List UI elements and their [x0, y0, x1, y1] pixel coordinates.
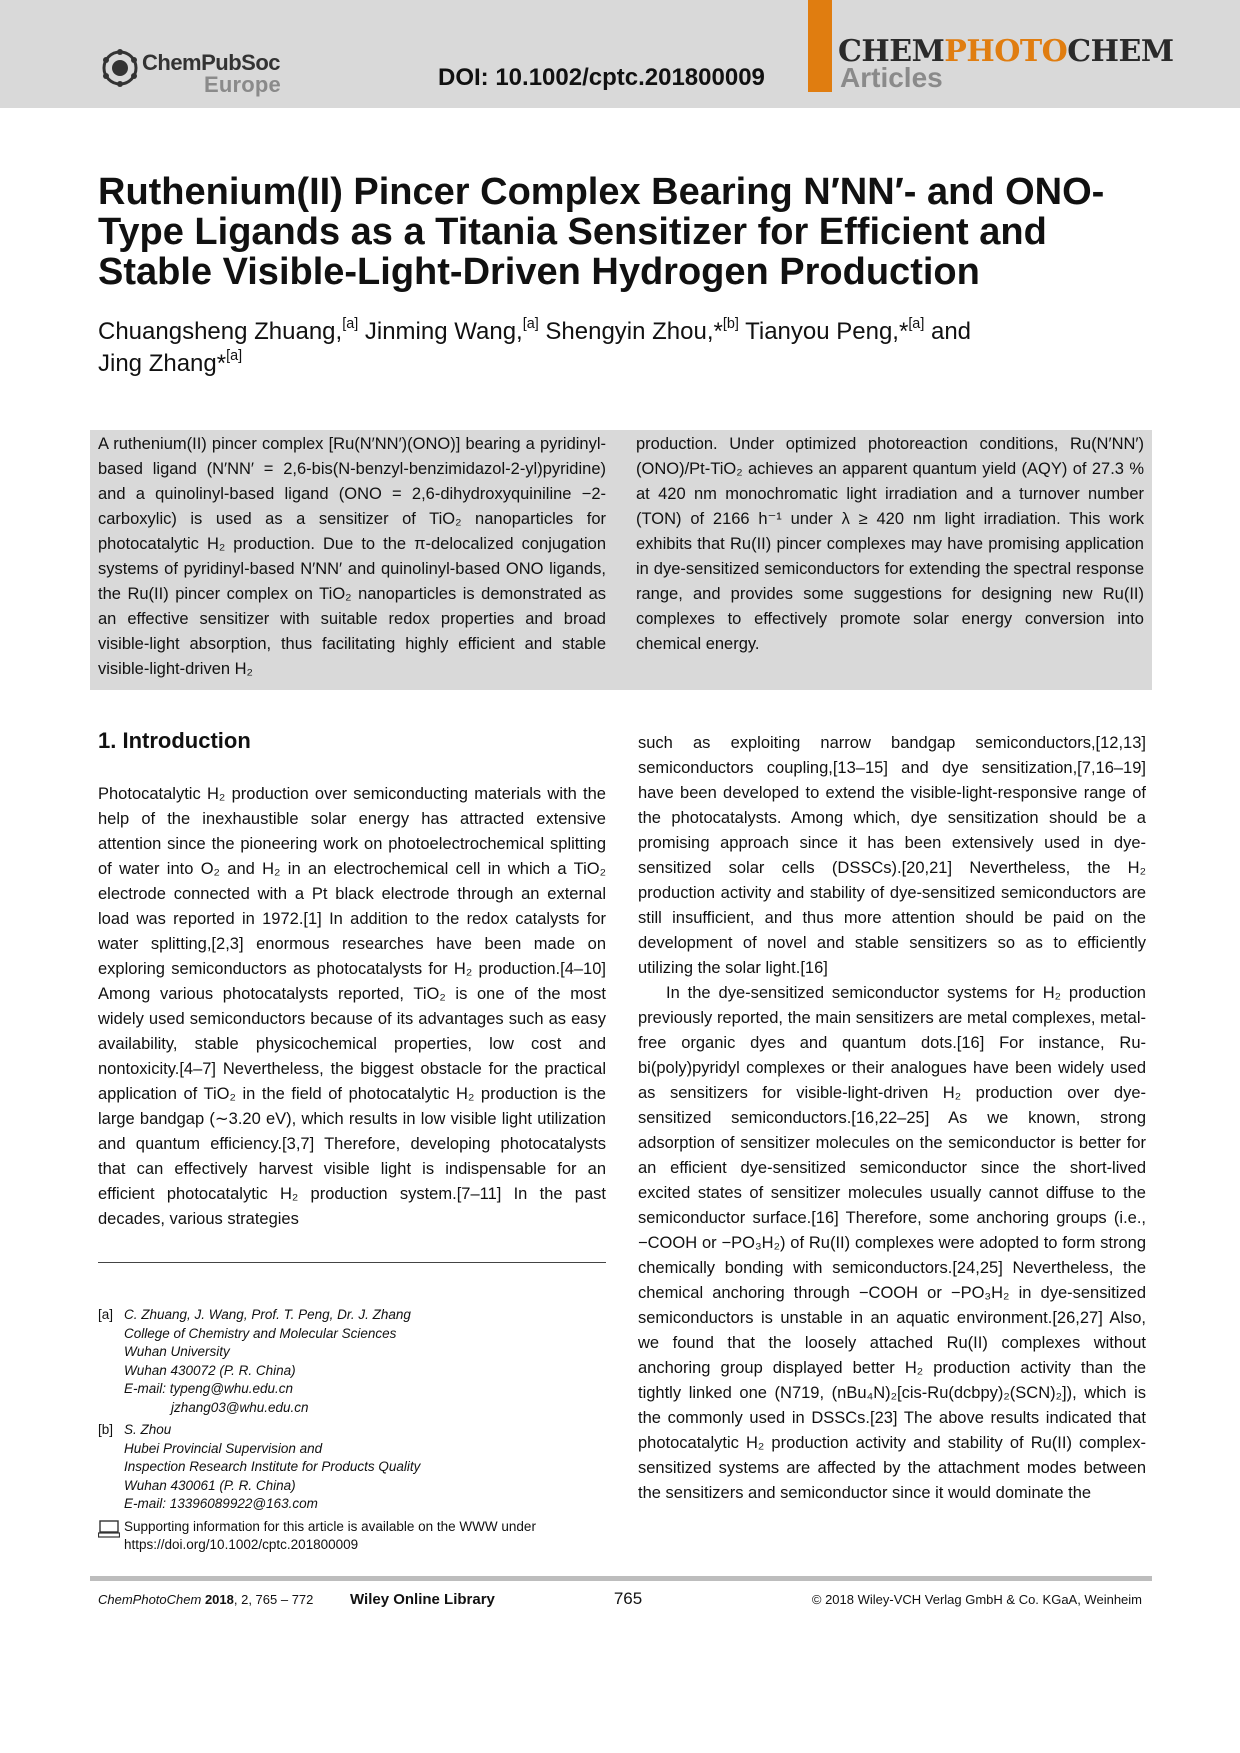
doi-label[interactable]: DOI: 10.1002/cptc.201800009: [438, 64, 765, 91]
affiliation-line: Wuhan University: [124, 1344, 230, 1359]
email-link[interactable]: jzhang03@whu.edu.cn: [171, 1399, 309, 1415]
affiliations: [98, 1306, 608, 1555]
copyright: © 2018 Wiley-VCH Verlag GmbH & Co. KGaA, Weinheim: [811, 1592, 1142, 1607]
affiliation-line: S. Zhou: [124, 1422, 172, 1437]
author-affiliation: [a]: [342, 315, 359, 332]
abstract-right: production. Under optimized photoreaction conditions, Ru(N′NN′)(ONO)/Pt-TiO₂ achieves an apparent quantum yield (AQY) of 27.3 % at 420 nm monochromatic light irradiation and a turnover number (TON) of 2166 h⁻¹ under λ ≥ 420 nm light irradiation. This work exhibits that Ru(II) pincer complexes may have promising application in dye-sensitized semiconductors for extending the spectral response range, and provides some suggestions for designing new Ru(II) complexes to effectively promote solar energy conversion into chemical energy.: [636, 435, 1144, 653]
affiliation-line: Wuhan 430072 (P. R. China): [124, 1362, 296, 1378]
paragraph: such as exploiting narrow bandgap semiconductors,[12,13] semiconductors coupling,[13–15] and dye sensitization,[7,16–19] have been developed to extend the visible-light-responsive range of the photocatalysts. Among which, dye sensitization should be a promising approach since it has been extensively used in dye-sensitized solar cells (DSSCs).[20,21] Nevertheless, the H₂ production activity and stability of dye-sensitized semiconductors are still insufficient, and thus more attention should be paid on the development of novel and stable sensitizers so as to efficiently utilizing the solar light.[16]: [638, 734, 1146, 977]
citation-year: 2018: [204, 1592, 234, 1607]
paragraph: Photocatalytic H₂ production over semiconducting materials with the help of the inexhaustible solar energy has attracted extensive attention since the pioneering work on photoelectrochemical splitting of water into O₂ and H₂ in an electrochemical cell in which a TiO₂ electrode connected with a Pt black electrode through an external load was reported in 1972.[1] In addition to the redox catalysts for water splitting,[2,3] enormous researches have been made on exploring semiconductors as photocatalysts for H₂ production.[4–10] Among various photocatalysts reported, TiO₂ is one of the most widely used semiconductors because of its advantages such as easy availability, stable physicochemical properties, low cost and nontoxicity.[4–7] Nevertheless, the biggest obstacle for the practical application of TiO₂ in the field of photocatalytic H₂ production is the large bandgap (∼3.20 eV), which results in low visible light utilization and quantum efficiency.[3,7] Therefore, developing photocatalysts that can effectively harvest visible light is indispensable for an efficient photocatalytic H₂ production system.[7–11] In the past decades, various strategies: [98, 785, 606, 1228]
affiliation-a: [98, 1306, 608, 1417]
citation-volume-pages: , 2, 765 – 772: [233, 1592, 314, 1607]
author-affiliation: [a]: [908, 315, 925, 332]
wiley-online-library-link[interactable]: Wiley Online Library: [350, 1591, 495, 1608]
publisher-region: Europe: [204, 72, 281, 97]
affiliation-line: College of Chemistry and Molecular Sciences: [124, 1325, 397, 1341]
article-title: Ruthenium(II) Pincer Complex Bearing N′NN′- and ONO-Type Ligands as a Titania Sensitizer for Efficient and Stable Visible-Light-Driven Hydrogen Production: [98, 171, 1105, 293]
author-affiliation: [b]: [722, 315, 739, 332]
affiliation-line: Inspection Research Institute for Products Quality: [124, 1459, 421, 1474]
author-list: [98, 316, 1098, 380]
citation-journal: ChemPhotoChem: [98, 1592, 202, 1607]
paragraph: In the dye-sensitized semiconductor systems for H₂ production previously reported, the main sensitizers are metal complexes, metal-free organic dyes and quantum dots.[16] For instance, Ru-bi(poly)pyridyl complexes or their analogues have been widely used as sensitizers for visible-light-driven H₂ production over dye-sensitized semiconductors.[16,22–25] As we known, strong adsorption of sensitizer molecules on the semiconductor is better for an efficient dye-sensitized semiconductor since the short-lived excited states of sensitizer molecules usually cannot diffuse to the semiconductor surface.[16] Therefore, some anchoring groups (i.e., −COOH or −PO₃H₂) of Ru(II) complexes were adopted to form strong chemically bonding with semiconductors.[24,25] Nevertheless, the chemical anchoring through −COOH or −PO₃H₂ in dye-sensitized semiconductors is unstable in an aquatic environment.[26,27] Also, we found that the loosely attached Ru(II) complexes without anchoring group displayed better H₂ production activity than the tightly linked one (N719, (nBu₄N)₂[cis-Ru(dcbpy)₂(SCN)₂]), which is the commonly used in DSSCs.[23] The above results indicated that photocatalytic H₂ production activity and stability of Ru(II) complex-sensitized systems are affected by the attachment modes between the sensitizers and semiconductor since it would dominate the: [638, 984, 1146, 1502]
journal-name-part: CHEM: [1067, 34, 1174, 69]
author-affiliation: [a]: [226, 347, 243, 364]
computer-icon: [98, 1520, 120, 1538]
affiliation-line: Wuhan 430061 (P. R. China): [124, 1477, 296, 1493]
supporting-info-note: [98, 1518, 608, 1555]
body-column-left: [98, 782, 606, 1232]
author: Jing Zhang*: [98, 350, 227, 377]
affiliation-line: Hubei Provincial Supervision and: [124, 1440, 323, 1456]
footnote-divider: [98, 1262, 606, 1263]
chempubsoc-logo-icon: [100, 48, 140, 88]
author: Chuangsheng Zhuang,: [98, 318, 343, 345]
footer-divider: [90, 1576, 1152, 1581]
section-label: Articles: [840, 62, 943, 93]
section-heading: 1. Introduction: [98, 728, 251, 753]
email-link[interactable]: E-mail: typeng@whu.edu.cn: [124, 1381, 294, 1396]
journal-accent-bar: [808, 0, 832, 92]
affiliation-tag: [b]: [98, 1422, 114, 1437]
author: Jinming Wang,: [364, 318, 523, 345]
author: Shengyin Zhou,*: [545, 318, 723, 345]
supporting-info-text[interactable]: Supporting information for this article is available on the WWW under https://doi.org/10.1002/cptc.201800009: [124, 1518, 536, 1552]
affiliation-b: [98, 1421, 608, 1514]
author-affiliation: [a]: [522, 315, 539, 332]
page-number: 765: [613, 1589, 643, 1608]
journal-name-part: PHOTO: [944, 34, 1068, 69]
publisher-name: ChemPubSoc: [142, 50, 281, 75]
affiliation-line: C. Zhuang, J. Wang, Prof. T. Peng, Dr. J. Zhang: [124, 1307, 411, 1322]
publisher-logo: [100, 46, 300, 96]
body-column-right: [638, 731, 1146, 1506]
author: Tianyou Peng,*: [745, 318, 909, 345]
abstract-left: A ruthenium(II) pincer complex [Ru(N′NN′)(ONO)] bearing a pyridinyl-based ligand (N′NN′ = 2,6-bis(N-benzyl-benzimidazol-2-yl)pyridine) and a quinolinyl-based ligand (ONO = 2,6-dihydroxyquiniline −2-carboxylic) is used as a sensitizer of TiO₂ nanoparticles for photocatalytic H₂ production. Due to the π-delocalized conjugation systems of pyridinyl-based N′NN′ and quinolinyl-based ONO ligands, the Ru(II) pincer complex on TiO₂ nanoparticles is demonstrated as an effective sensitizer with suitable redox properties and broad visible-light absorption, thus facilitating highly efficient and stable visible-light-driven H₂: [98, 435, 606, 678]
affiliation-tag: [a]: [98, 1307, 114, 1322]
email-link[interactable]: E-mail: 13396089922@163.com: [124, 1496, 318, 1511]
author-conjunction: and: [930, 318, 972, 345]
journal-name-part: CHEM: [838, 34, 945, 69]
